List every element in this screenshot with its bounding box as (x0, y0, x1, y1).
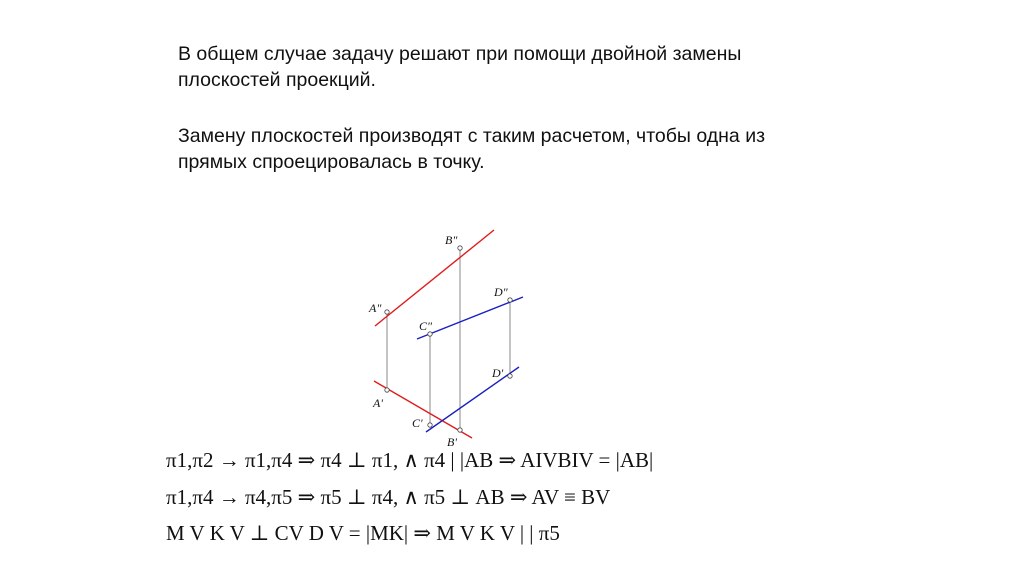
points (385, 246, 512, 432)
formula-line-3: M V K V ⊥ CV D V = |MK| ⇒ M V K V | | π5 (166, 521, 560, 545)
point-a-horizontal (385, 388, 389, 392)
point-a-frontal (385, 310, 389, 314)
point-d-horizontal (508, 374, 512, 378)
line-ab-frontal (375, 230, 494, 326)
label-d-frontal: D" (494, 285, 508, 299)
paragraph-line: прямых спроецировалась в точку. (178, 151, 485, 173)
paragraph-line: Замену плоскостей производят с таким расчетом, чтобы одна из (178, 125, 766, 147)
line-cd-horizontal (426, 367, 519, 432)
label-a-frontal: A" (369, 301, 382, 315)
point-b-horizontal (458, 428, 462, 432)
label-b-frontal: B" (445, 233, 458, 247)
label-b-horizontal: B' (447, 435, 457, 449)
point-c-horizontal (428, 423, 432, 427)
line-cd-frontal (417, 297, 523, 339)
label-c-horizontal: C' (412, 416, 423, 430)
paragraph-line: В общем случае задачу решают при помощи двойной замены (178, 43, 742, 65)
link-lines (387, 248, 510, 430)
point-d-frontal (508, 298, 512, 302)
label-c-frontal: C" (419, 319, 433, 333)
formula-line-2: π1,π4 → π4,π5 ⇒ π5 ⊥ π4, ∧ π5 ⊥ AB ⇒ AV ≡ BV (166, 485, 611, 509)
label-d-horizontal: D' (492, 366, 504, 380)
paragraph-line: плоскостей проекций. (178, 69, 376, 91)
label-a-horizontal: A' (373, 396, 383, 410)
point-b-frontal (458, 246, 462, 250)
formula-line-1: π1,π2 → π1,π4 ⇒ π4 ⊥ π1, ∧ π4 | |AB ⇒ AIVBIV = |AB| (166, 448, 654, 472)
